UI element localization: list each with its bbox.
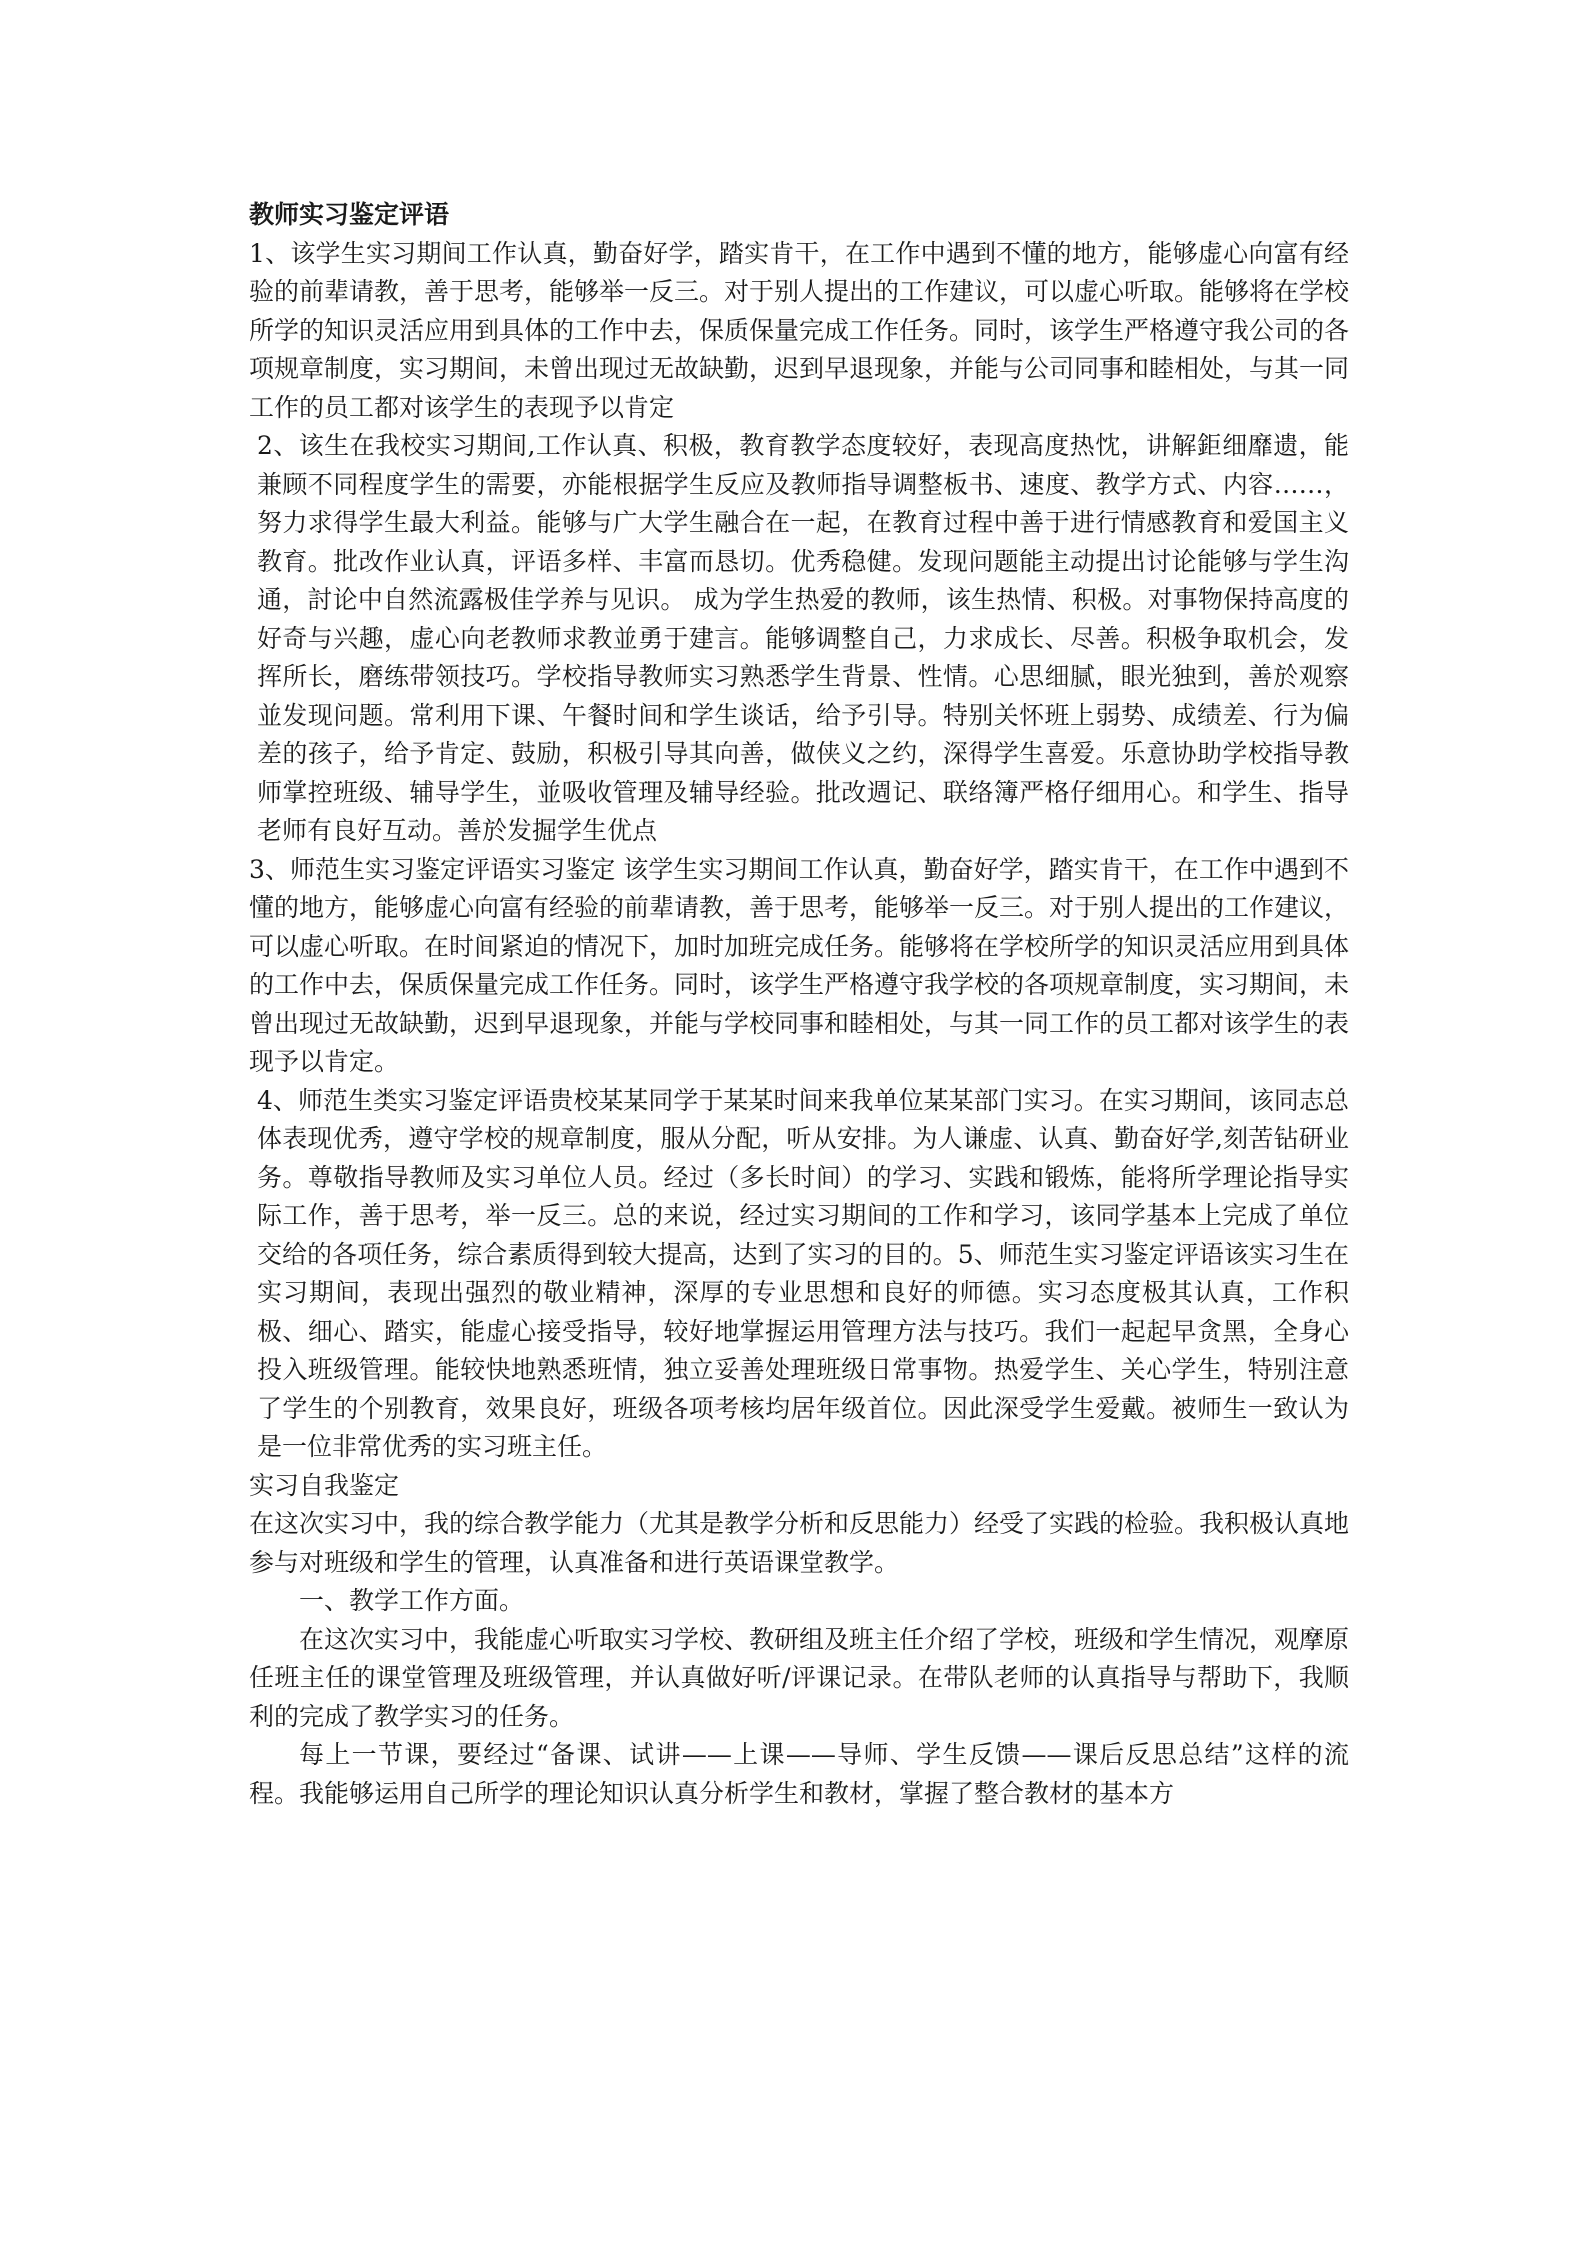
paragraph-2: 2、该生在我校实习期间,工作认真、积极，教育教学态度较好，表现高度热忱，讲解鉅细靡遗，能兼顾不同程度学生的需要，亦能根据学生反应及教师指导调整板书、速度、教学方式、内容……，努力求得学生最大利益。能够与广大学生融合在一起，在教育过程中善于进行情感教育和爱国主义教育。批改作业认真，评语多样、丰富而恳切。优秀稳健。发现问题能主动提出讨论能够与学生沟通，討论中自然流露极佳学养与见识。 成为学生热爱的教师，该生热情、积极。对事物保持高度的好奇与兴趣，虚心向老教师求教並勇于建言。能够调整自己，力求成长、尽善。积极争取机会，发挥所长，磨练带领技巧。学校指导教师实习熟悉学生背景、性情。心思细腻，眼光独到，善於观察並发现问题。常利用下课、午餐时间和学生谈话，给予引导。特别关怀班上弱势、成绩差、行为偏差的孩子，给予肯定、鼓励，积极引导其向善，做侠义之约，深得学生喜爱。乐意协助学校指导教师掌控班级、辅导学生，並吸收管理及辅导经验。批改週记、联络簿严格仔细用心。和学生、指导老师有良好互动。善於发掘学生优点	[257, 431, 1349, 845]
self-assessment-paragraph-2: 每上一节课，要经过“备课、试讲——上课——导师、学生反馈——课后反思总结”这样的流程。我能够运用自己所学的理论知识认真分析学生和教材，掌握了整合教材的基本方	[249, 1740, 1349, 1808]
self-assessment-intro: 在这次实习中，我的综合教学能力（尤其是教学分析和反思能力）经受了实践的检验。我积极认真地参与对班级和学生的管理，认真准备和进行英语课堂教学。	[249, 1509, 1350, 1577]
document-title: 教师实习鉴定评语	[249, 200, 450, 229]
teaching-work-heading: 一、教学工作方面。	[299, 1586, 525, 1615]
self-assessment-paragraph-1: 在这次实习中，我能虚心听取实习学校、教研组及班主任介绍了学校，班级和学生情况，观摩原任班主任的课堂管理及班级管理，并认真做好听/评课记录。在带队老师的认真指导与帮助下，我顺利的完成了教学实习的任务。	[249, 1624, 1350, 1731]
document-page	[249, 196, 1349, 1813]
paragraph-1: 1、该学生实习期间工作认真，勤奋好学，踏实肯干，在工作中遇到不懂的地方，能够虚心向富有经验的前辈请教，善于思考，能够举一反三。对于别人提出的工作建议，可以虚心听取。能够将在学校所学的知识灵活应用到具体的工作中去，保质保量完成工作任务。同时，该学生严格遵守我公司的各项规章制度，实习期间，未曾出现过无故缺勤，迟到早退现象，并能与公司同事和睦相处，与其一同工作的员工都对该学生的表现予以肯定	[249, 238, 1350, 422]
paragraph-4: 4、师范生类实习鉴定评语贵校某某同学于某某时间来我单位某某部门实习。在实习期间，该同志总体表现优秀，遵守学校的规章制度，服从分配，听从安排。为人谦虚、认真、勤奋好学,刻苦钻研业务。尊敬指导教师及实习单位人员。经过（多长时间）的学习、实践和锻炼，能将所学理论指导实际工作，善于思考，举一反三。总的来说，经过实习期间的工作和学习，该同学基本上完成了单位交给的各项任务，综合素质得到较大提高，达到了实习的目的。5、师范生实习鉴定评语该实习生在实习期间，表现出强烈的敬业精神，深厚的专业思想和良好的师德。实习态度极其认真，工作积极、细心、踏实，能虚心接受指导，较好地掌握运用管理方法与技巧。我们一起起早贪黑，全身心投入班级管理。能较快地熟悉班情，独立妥善处理班级日常事物。热爱学生、关心学生，特别注意了学生的个别教育，效果良好，班级各项考核均居年级首位。因此深受学生爱戴。被师生一致认为是一位非常优秀的实习班主任。	[257, 1085, 1349, 1461]
self-assessment-title: 实习自我鉴定	[249, 1470, 400, 1500]
paragraph-3: 3、师范生实习鉴定评语实习鉴定 该学生实习期间工作认真，勤奋好学，踏实肯干，在工作中遇到不懂的地方，能够虚心向富有经验的前辈请教，善于思考，能够举一反三。对于别人提出的工作建议，可以虚心听取。在时间紧迫的情况下，加时加班完成任务。能够将在学校所学的知识灵活应用到具体的工作中去，保质保量完成工作任务。同时，该学生严格遵守我学校的各项规章制度，实习期间，未曾出现过无故缺勤，迟到早退现象，并能与学校同事和睦相处，与其一同工作的员工都对该学生的表现予以肯定。	[249, 854, 1350, 1076]
